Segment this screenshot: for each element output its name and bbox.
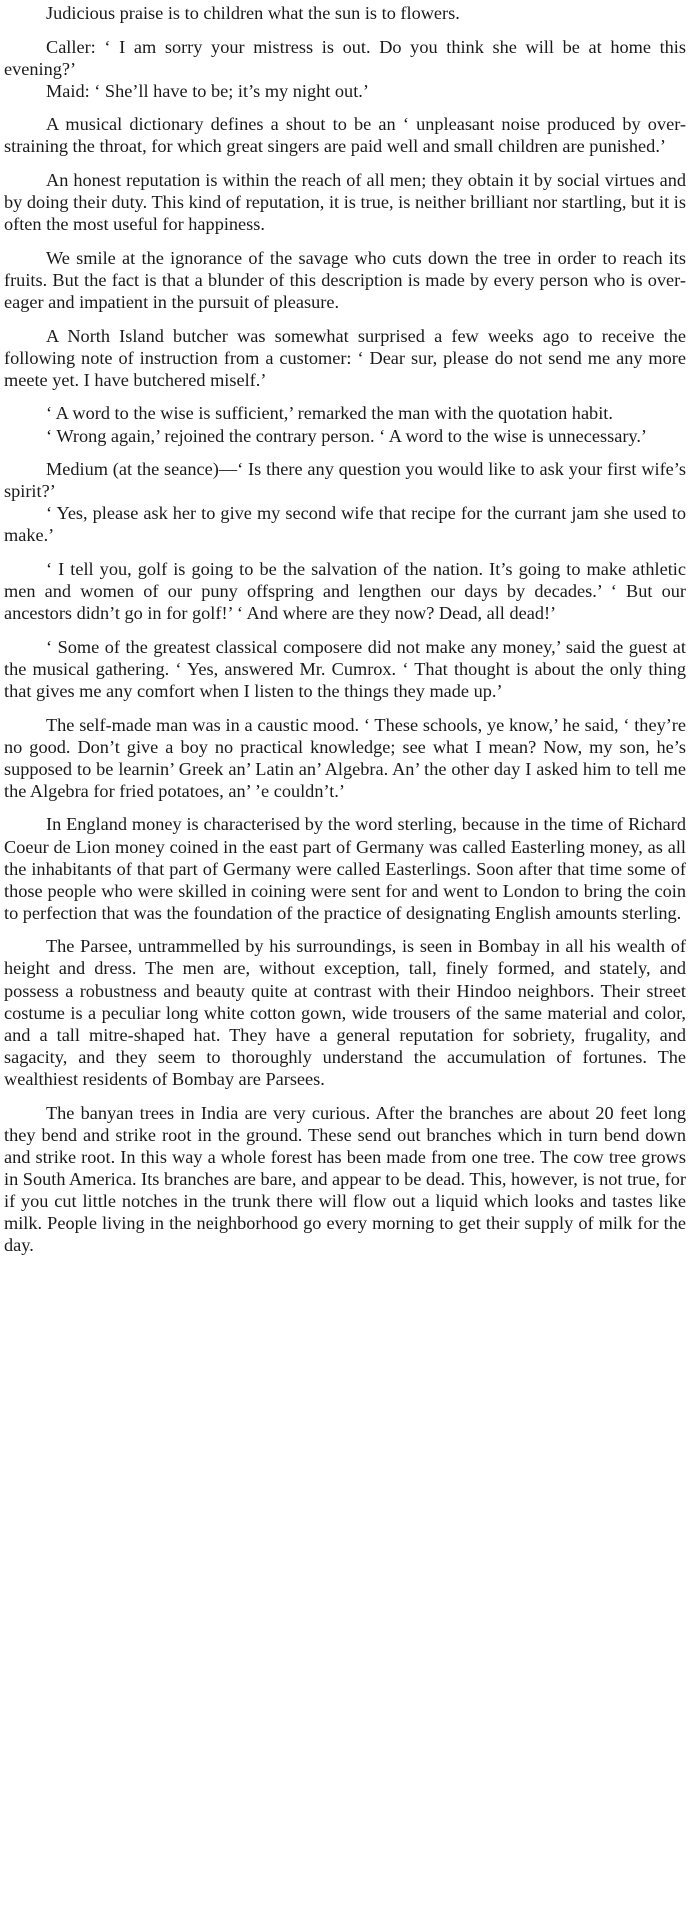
paragraph-butcher: A North Island butcher was somewhat surprised a few weeks ago to receive the following note of instruction from a customer: ‘ Dear sur, please do not send me any more meete yet. I have butchered miself.’	[4, 325, 686, 390]
dialogue-word-to-wise	[4, 402, 686, 446]
paragraph-parsee: The Parsee, untrammelled by his surroundings, is seen in Bombay in all his wealth of height and dress. The men are, without exception, tall, finely formed, and stately, and possess a robustness and beauty quite at contrast with their Hindoo neighbors. Their street costume is a peculiar long white cotton gown, wide trousers of the same material and color, and a tall mitre-shaped hat. They have a general reputation for sobriety, frugality, and sagacity, and they seem to thoroughly understand the accumulation of fortunes. The wealthiest residents of Bombay are Parsees.	[4, 936, 686, 1089]
reply-line: ‘ Yes, please ask her to give my second wife that recipe for the currant jam she used to make.’	[4, 503, 686, 546]
paragraph-golf: ‘ I tell you, golf is going to be the salvation of the nation. It’s going to make athletic men and women of our puny offspring and lengthen our days by decades.’ ‘ But our ancestors didn’t go in for golf!’ ‘ And where are they now? Dead, all dead!’	[4, 558, 686, 624]
dialogue-medium	[4, 458, 686, 546]
contrary-line: ‘ Wrong again,’ rejoined the contrary person. ‘ A word to the wise is unnecessary.’	[46, 425, 648, 446]
paragraph-banyan: The banyan trees in India are very curious. After the branches are about 20 feet long they bend and strike root in the ground. These send out branches which in turn bend down and strike root. In this way a whole forest has been made from one tree. The cow tree grows in South America. Its branches are bare, and appear to be dead. This, however, is not true, for if you cut little notches in the trunk there will flow out a liquid which looks and tastes like milk. People living in the neighborhood go every morning to get their supply of milk for the day.	[4, 1102, 686, 1256]
paragraph-sterling: In England money is characterised by the word sterling, because in the time of Richard Coeur de Lion money coined in the east part of Germany was called Easterling money, as all the inhabitants of that part of Germany were called Easterlings. Soon after that time some of those people who were skilled in coining were sent for and went to London to bring the coin to perfection that was the foundation of the practice of designating English amounts sterling.	[4, 814, 686, 923]
caller-line: Caller: ‘ I am sorry your mistress is out. Do you think she will be at home this evening?’	[4, 36, 686, 79]
quotation-line: ‘ A word to the wise is sufficient,’ remarked the man with the quotation habit.	[46, 403, 613, 424]
paragraph-savage: We smile at the ignorance of the savage who cuts down the tree in order to reach its fruits. But the fact is that a blunder of this description is made by every person who is over-eager and impatient in the pursuit of pleasure.	[4, 247, 686, 313]
paragraph-composers: ‘ Some of the greatest classical composere did not make any money,’ said the guest at the musical gathering. ‘ Yes, answered Mr. Cumrox. ‘ That thought is about the only thing that gives me any comfort when I listen to the things they made up.’	[4, 636, 686, 701]
medium-line: Medium (at the seance)—‘ Is there any question you would like to ask your first wife’s spirit?’	[4, 459, 686, 502]
dialogue-caller-maid	[4, 36, 686, 102]
paragraph-self-made-man: The self-made man was in a caustic mood. ‘ These schools, ye know,’ he said, ‘ they’re no good. Don’t give a boy no practical knowledge; see what I mean? Now, my son, he’s supposed to be learnin’ Greek an’ Latin an’ Algebra. An’ the other day I asked him to tell me the Algebra for fried potatoes, an’ ’e couldn’t.’	[4, 714, 686, 801]
maid-line: Maid: ‘ She’ll have to be; it’s my night out.’	[46, 80, 369, 101]
paragraph-praise: Judicious praise is to children what the sun is to flowers.	[46, 3, 460, 23]
paragraph-honest-reputation: An honest reputation is within the reach of all men; they obtain it by social virtues and by doing their duty. This kind of reputation, it is true, is neither brilliant nor startling, but it is often the most useful for happiness.	[4, 170, 686, 235]
paragraph-musical-dictionary: A musical dictionary defines a shout to be an ‘ unpleasant noise produced by over-straining the throat, for which great singers are paid well and small children are punished.’	[4, 114, 686, 157]
